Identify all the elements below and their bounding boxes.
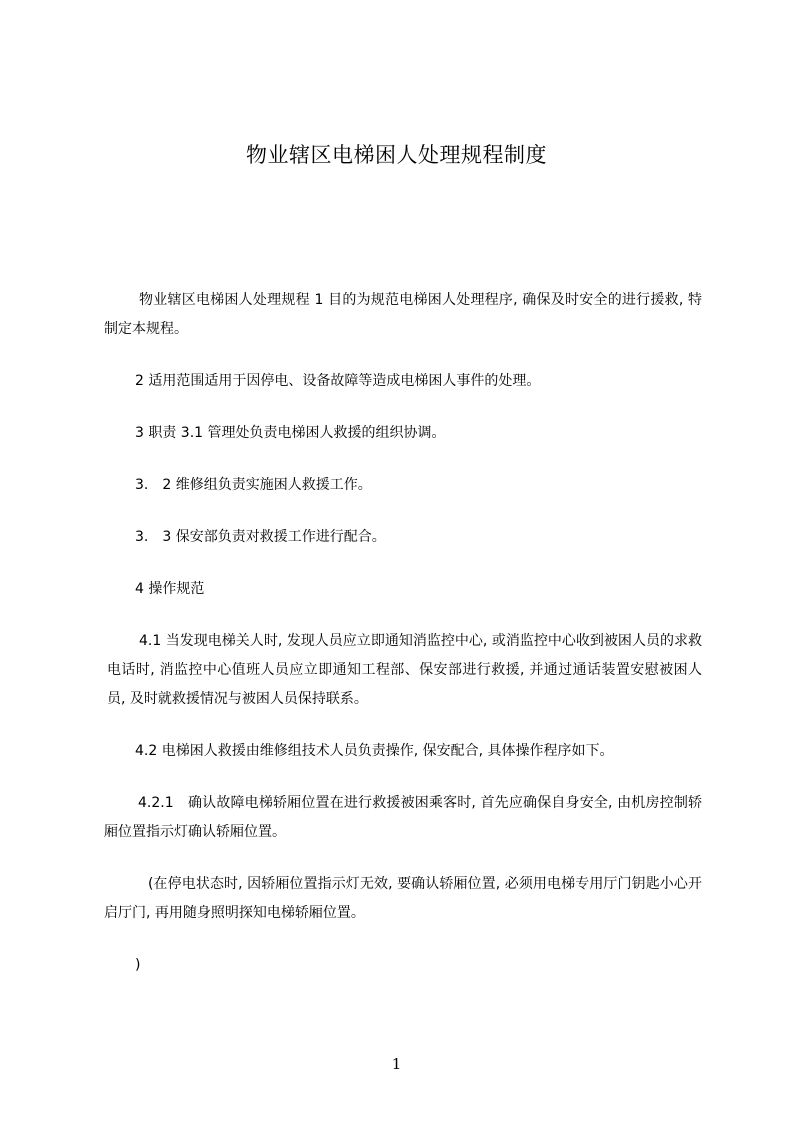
document-title: 物业辖区电梯困人处理规程制度 <box>246 143 547 167</box>
paragraph-purpose: 物业辖区电梯困人处理规程 1 目的为规范电梯困人处理程序, 确保及时安全的进行援救, 特制定本规程。 <box>104 292 702 337</box>
paragraph-closing-parenthesis: ) <box>135 957 141 973</box>
page-number: 1 <box>391 1055 402 1073</box>
paragraph-operation-heading: 4 操作规范 <box>135 581 205 597</box>
paragraph-responsibility-3-2: 3. 2 维修组负责实施困人救援工作。 <box>135 477 372 493</box>
paragraph-responsibility-3-1: 3 职责 3.1 管理处负责电梯困人救援的组织协调。 <box>135 425 446 441</box>
document-body <box>104 286 702 980</box>
paragraph-operation-4-2-1: 4.2.1 确认故障电梯轿厢位置在进行救援被困乘客时, 首先应确保自身安全, 由机房控制轿厢位置指示灯确认轿厢位置。 <box>104 795 702 840</box>
paragraph-operation-4-2: 4.2 电梯困人救援由维修组技术人员负责操作, 保安配合, 具体操作程序如下。 <box>135 743 614 759</box>
paragraph-operation-4-1: 4.1 当发现电梯关人时, 发现人员应立即通知消监控中心, 或消监控中心收到被困人员的求救电话时, 消监控中心值班人员应立即通知工程部、保安部进行救援, 并通过通话装置安慰被困人员, 及时就救援情况与被困人员保持联系。 <box>107 633 702 707</box>
paragraph-scope: 2 适用范围适用于因停电、设备故障等造成电梯困人事件的处理。 <box>135 373 541 389</box>
paragraph-responsibility-3-3: 3. 3 保安部负责对救援工作进行配合。 <box>135 529 386 545</box>
paragraph-power-outage-note: (在停电状态时, 因轿厢位置指示灯无效, 要确认轿厢位置, 必须用电梯专用厅门钥匙小心开启厅门, 再用随身照明探知电梯轿厢位置。 <box>104 876 702 921</box>
